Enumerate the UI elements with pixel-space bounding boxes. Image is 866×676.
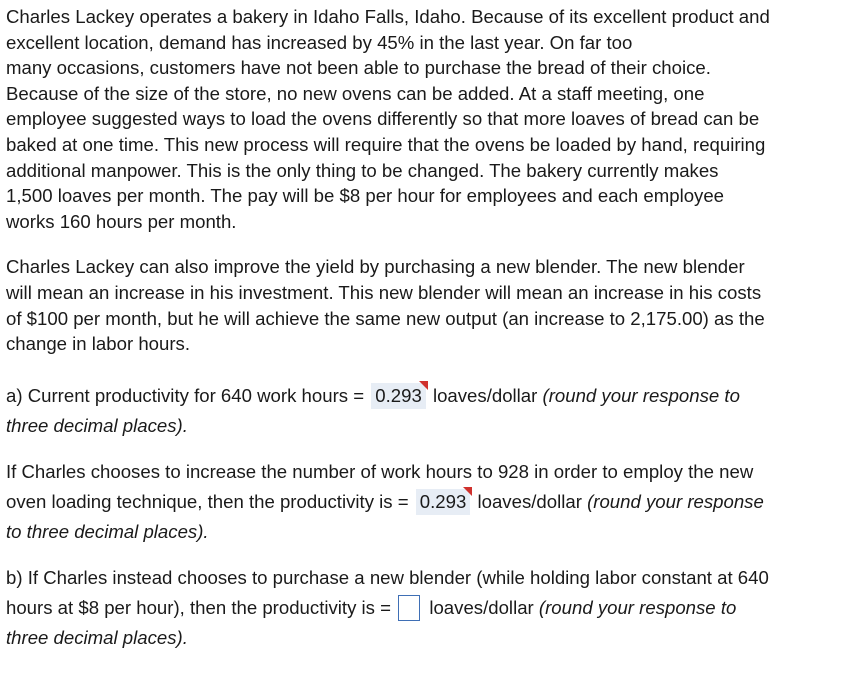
paragraph-line: additional manpower. This is the only thing to be changed. The bakery currently makes [6,159,719,181]
incorrect-flag-icon [419,381,428,390]
question-a-hint-2: three decimal places). [6,414,188,436]
question-a2-suffix: loaves/dollar [472,490,588,512]
question-a-hint-1: (round your response to [542,384,740,406]
question-a2-hint-2: to three decimal places). [6,520,209,542]
question-a [6,381,858,441]
question-a-prefix: a) Current productivity for 640 work hours = [6,384,370,406]
question-a-suffix: loaves/dollar [427,384,543,406]
question-b [6,563,858,653]
question-a2-prefix: oven loading technique, then the productivity is = [6,490,414,512]
question-a2-answer-field[interactable] [416,489,471,515]
question-b-line1: b) If Charles instead chooses to purchase a new blender (while holding labor constant at 640 [6,566,769,588]
paragraph-line: employee suggested ways to load the ovens differently so that more loaves of bread can be [6,108,760,130]
paragraph-line: 1,500 loaves per month. The pay will be $8 per hour for employees and each employee [6,185,725,207]
paragraph-line: of $100 per month, but he will achieve the same new output (an increase to 2,175.00) as the [6,307,765,329]
question-b-hint-2: three decimal places). [6,626,188,648]
paragraph-line: excellent location, demand has increased by 45% in the last year. On far too [6,31,633,53]
paragraph-line: baked at one time. This new process will require that the ovens be loaded by hand, requiring [6,133,766,155]
question-b-answer-input[interactable] [398,595,420,621]
question-a2-line1: If Charles chooses to increase the number of work hours to 928 in order to employ the new [6,460,754,482]
question-b-prefix: hours at $8 per hour), then the productivity is = [6,596,397,618]
question-a-answer-field[interactable] [371,383,426,409]
problem-paragraph-2 [6,254,858,356]
paragraph-line: many occasions, customers have not been able to purchase the bread of their choice. [6,57,711,79]
paragraph-line: Because of the size of the store, no new ovens can be added. At a staff meeting, one [6,82,705,104]
paragraph-line: works 160 hours per month. [6,210,237,232]
question-a-answer-value: 0.293 [375,384,422,406]
problem-paragraph-1 [6,4,858,234]
incorrect-flag-icon [463,487,472,496]
question-b-suffix: loaves/dollar [424,596,539,618]
question-a2-hint-1: (round your response [587,490,764,512]
paragraph-line: Charles Lackey can also improve the yield by purchasing a new blender. The new blender [6,256,745,278]
question-a2-answer-value: 0.293 [419,490,467,512]
paragraph-line: Charles Lackey operates a bakery in Idaho Falls, Idaho. Because of its excellent product and [6,6,770,27]
paragraph-line: will mean an increase in his investment. This new blender will mean an increase in his costs [6,281,762,303]
paragraph-line: change in labor hours. [6,333,190,355]
question-b-hint-1: (round your response to [538,596,737,618]
question-a2 [6,457,858,547]
